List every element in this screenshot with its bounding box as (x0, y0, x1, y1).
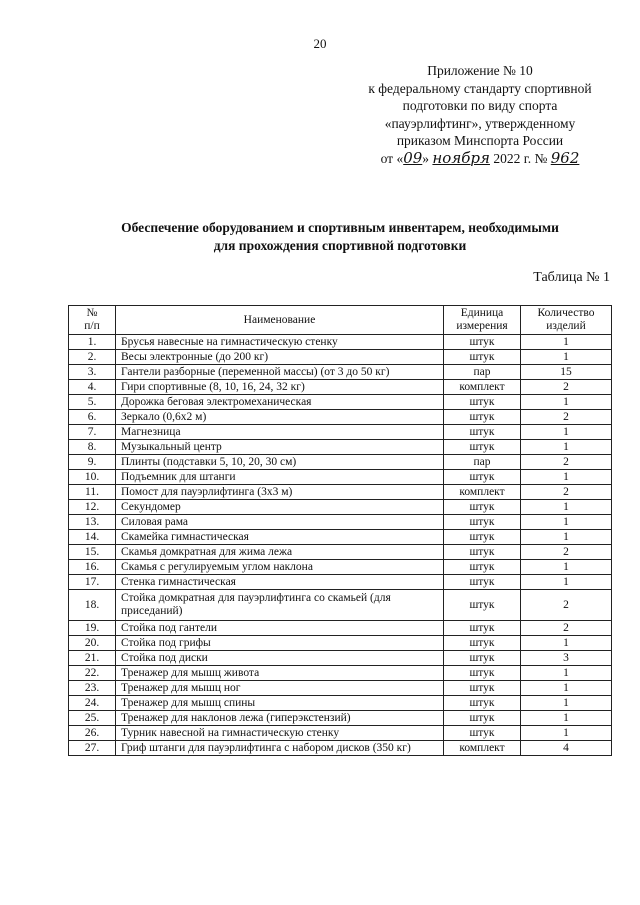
row-quantity: 2 (521, 380, 612, 395)
row-unit: штук (444, 726, 521, 741)
row-name: Зеркало (0,6х2 м) (116, 410, 444, 425)
table-row (69, 425, 612, 440)
row-number: 7. (69, 425, 116, 440)
row-name: Тренажер для мышц спины (116, 696, 444, 711)
row-quantity: 1 (521, 470, 612, 485)
row-name: Тренажер для мышц живота (116, 666, 444, 681)
row-unit: штук (444, 590, 521, 621)
row-number: 10. (69, 470, 116, 485)
row-number: 11. (69, 485, 116, 500)
row-quantity: 1 (521, 696, 612, 711)
table-row (69, 560, 612, 575)
header-text: п/п (84, 320, 100, 332)
table-row (69, 410, 612, 425)
row-unit: штук (444, 350, 521, 365)
date-month: ноября (432, 148, 490, 167)
table-row (69, 455, 612, 470)
row-quantity: 2 (521, 545, 612, 560)
row-name: Стойка под гантели (116, 621, 444, 636)
table-header-row (69, 306, 612, 335)
row-quantity: 4 (521, 741, 612, 756)
row-number: 24. (69, 696, 116, 711)
table-row (69, 651, 612, 666)
table-row (69, 365, 612, 380)
row-number: 25. (69, 711, 116, 726)
table-row (69, 380, 612, 395)
row-quantity: 1 (521, 575, 612, 590)
table-row (69, 530, 612, 545)
row-quantity: 1 (521, 500, 612, 515)
title-line: для прохождения спортивной подготовки (213, 238, 467, 253)
row-name: Тренажер для наклонов лежа (гиперэкстензий) (116, 711, 444, 726)
row-number: 6. (69, 410, 116, 425)
document-title (40, 219, 640, 255)
table-row (69, 726, 612, 741)
row-name: Помост для пауэрлифтинга (3х3 м) (116, 485, 444, 500)
row-unit: штук (444, 515, 521, 530)
row-unit: штук (444, 711, 521, 726)
row-number: 14. (69, 530, 116, 545)
row-quantity: 1 (521, 560, 612, 575)
header-name: Наименование (116, 306, 444, 335)
row-unit: штук (444, 335, 521, 350)
row-unit: штук (444, 500, 521, 515)
order-number: 962 (550, 148, 580, 167)
table-row (69, 636, 612, 651)
table-row (69, 485, 612, 500)
table-row (69, 711, 612, 726)
row-unit: штук (444, 560, 521, 575)
table-row (69, 696, 612, 711)
row-unit: штук (444, 530, 521, 545)
equipment-table (68, 305, 612, 756)
appendix-line: к федеральному стандарту спортивной (368, 80, 592, 96)
appendix-line: Приложение № 10 (427, 63, 533, 78)
row-unit: штук (444, 681, 521, 696)
row-number: 20. (69, 636, 116, 651)
row-number: 17. (69, 575, 116, 590)
order-date-line (330, 150, 630, 168)
date-mid: » (422, 150, 430, 166)
row-unit: комплект (444, 741, 521, 756)
row-number: 1. (69, 335, 116, 350)
row-quantity: 1 (521, 515, 612, 530)
row-name: Скамейка гимнастическая (116, 530, 444, 545)
table-row (69, 515, 612, 530)
row-quantity: 1 (521, 440, 612, 455)
table-row (69, 335, 612, 350)
row-quantity: 1 (521, 350, 612, 365)
header-text: Количество (537, 307, 595, 319)
row-number: 4. (69, 380, 116, 395)
row-name: Гантели разборные (переменной массы) (от 3 до 50 кг) (116, 365, 444, 380)
row-quantity: 1 (521, 681, 612, 696)
page-number: 20 (313, 36, 327, 51)
row-number: 27. (69, 741, 116, 756)
row-name: Гири спортивные (8, 10, 16, 24, 32 кг) (116, 380, 444, 395)
row-unit: штук (444, 470, 521, 485)
date-day: 09 (403, 148, 423, 167)
row-quantity: 1 (521, 636, 612, 651)
row-number: 2. (69, 350, 116, 365)
row-number: 3. (69, 365, 116, 380)
row-number: 9. (69, 455, 116, 470)
row-unit: штук (444, 395, 521, 410)
row-name: Силовая рама (116, 515, 444, 530)
row-unit: комплект (444, 485, 521, 500)
row-number: 21. (69, 651, 116, 666)
table-row (69, 350, 612, 365)
table-label: Таблица № 1 (533, 270, 610, 285)
table-row (69, 395, 612, 410)
table-row (69, 666, 612, 681)
row-unit: штук (444, 696, 521, 711)
row-number: 13. (69, 515, 116, 530)
row-unit: штук (444, 440, 521, 455)
row-unit: штук (444, 575, 521, 590)
appendix-line: приказом Минспорта России (396, 133, 564, 148)
row-number: 5. (69, 395, 116, 410)
row-quantity: 2 (521, 621, 612, 636)
row-unit: комплект (444, 380, 521, 395)
row-unit: штук (444, 666, 521, 681)
table-row (69, 681, 612, 696)
header-number (69, 306, 116, 335)
row-name: Брусья навесные на гимнастическую стенку (116, 335, 444, 350)
row-quantity: 1 (521, 395, 612, 410)
row-number: 8. (69, 440, 116, 455)
row-name: Плинты (подставки 5, 10, 20, 30 см) (116, 455, 444, 470)
header-text: Единица (460, 307, 504, 319)
row-number: 15. (69, 545, 116, 560)
date-year: 2022 г. № (493, 150, 548, 166)
appendix-line: подготовки по виду спорта (402, 98, 558, 113)
row-number: 12. (69, 500, 116, 515)
row-name: Турник навесной на гимнастическую стенку (116, 726, 444, 741)
row-unit: штук (444, 621, 521, 636)
row-unit: штук (444, 410, 521, 425)
row-name: Скамья домкратная для жима лежа (116, 545, 444, 560)
table-body (69, 335, 612, 756)
row-quantity: 15 (521, 365, 612, 380)
row-number: 19. (69, 621, 116, 636)
table-row (69, 470, 612, 485)
table-row (69, 741, 612, 756)
row-unit: пар (444, 455, 521, 470)
header-text: измерения (456, 320, 508, 332)
header-text: изделий (546, 320, 586, 332)
row-name: Стенка гимнастическая (116, 575, 444, 590)
row-name: Тренажер для мышц ног (116, 681, 444, 696)
appendix-block (330, 62, 630, 167)
appendix-line: «пауэрлифтинг», утвержденному (384, 115, 576, 131)
row-unit: штук (444, 425, 521, 440)
row-quantity: 2 (521, 455, 612, 470)
table-row (69, 440, 612, 455)
header-unit (444, 306, 521, 335)
row-name: Гриф штанги для пауэрлифтинга с набором дисков (350 кг) (116, 741, 444, 756)
title-line: Обеспечение оборудованием и спортивным инвентарем, необходимыми (121, 220, 559, 235)
row-name: Секундомер (116, 500, 444, 515)
row-name: Стойка под грифы (116, 636, 444, 651)
header-text: № (86, 307, 98, 319)
row-quantity: 1 (521, 530, 612, 545)
row-name: Магнезница (116, 425, 444, 440)
row-unit: пар (444, 365, 521, 380)
row-quantity: 2 (521, 410, 612, 425)
row-quantity: 3 (521, 651, 612, 666)
table-row (69, 545, 612, 560)
row-quantity: 2 (521, 590, 612, 621)
header-quantity (521, 306, 612, 335)
row-name: Весы электронные (до 200 кг) (116, 350, 444, 365)
row-unit: штук (444, 545, 521, 560)
table-row (69, 621, 612, 636)
table-row (69, 590, 612, 621)
row-name: Подъемник для штанги (116, 470, 444, 485)
row-name: Скамья с регулируемым углом наклона (116, 560, 444, 575)
row-quantity: 1 (521, 711, 612, 726)
row-number: 18. (69, 590, 116, 621)
row-name: Стойка под диски (116, 651, 444, 666)
row-number: 16. (69, 560, 116, 575)
row-name: Стойка домкратная для пауэрлифтинга со скамьей (для приседаний) (116, 590, 444, 621)
row-unit: штук (444, 651, 521, 666)
date-prefix: от « (380, 150, 404, 166)
row-name: Дорожка беговая электромеханическая (116, 395, 444, 410)
table-row (69, 575, 612, 590)
row-number: 26. (69, 726, 116, 741)
row-quantity: 1 (521, 726, 612, 741)
row-number: 22. (69, 666, 116, 681)
row-unit: штук (444, 636, 521, 651)
table-row (69, 500, 612, 515)
row-quantity: 1 (521, 335, 612, 350)
row-quantity: 2 (521, 485, 612, 500)
row-quantity: 1 (521, 666, 612, 681)
row-number: 23. (69, 681, 116, 696)
row-name: Музыкальный центр (116, 440, 444, 455)
row-quantity: 1 (521, 425, 612, 440)
